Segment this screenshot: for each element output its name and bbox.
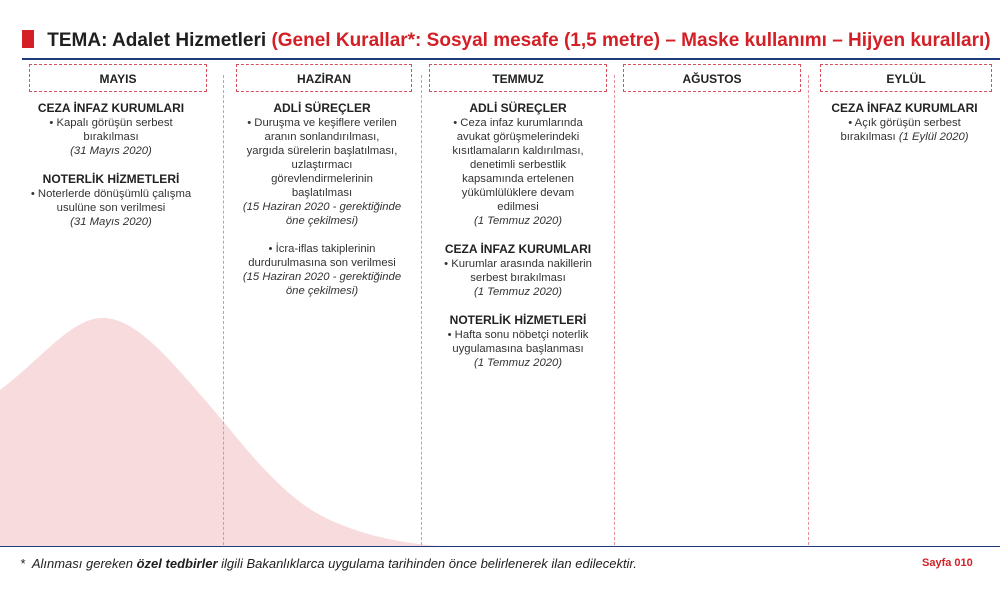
block-line: • Kapalı görüşün serbest: [49, 117, 173, 129]
event-block: [8, 172, 214, 229]
header-rule: [22, 58, 1000, 60]
block-line: avukat görüşmelerindeki: [456, 131, 580, 143]
block-line: uzlaştırmacı: [291, 159, 353, 171]
block-line: kısıtlamaların kaldırılması,: [452, 145, 584, 157]
column-divider: [614, 75, 615, 545]
page-title: TEMA: Adalet Hizmetleri: [47, 30, 267, 51]
block-line: yükümlülüklere devam: [461, 187, 575, 199]
block-line: görevlendirmelerinin: [271, 173, 373, 185]
event-block: [224, 242, 420, 298]
footer-rule: [0, 546, 1000, 547]
block-line: • Kurumlar arasında nakillerin: [444, 258, 592, 270]
event-block: [224, 101, 420, 228]
block-line: edilmesi: [497, 201, 539, 213]
block-heading: CEZA İNFAZ KURUMLARI: [831, 101, 978, 115]
column-temmuz: [422, 64, 614, 384]
block-date: (15 Haziran 2020 - gerektiğinde: [242, 201, 402, 213]
event-block: [8, 101, 214, 158]
page-subtitle: (Genel Kurallar*: Sosyal mesafe (1,5 metre) – Maske kullanımı – Hijyen kuralları): [271, 30, 991, 51]
block-line: bırakılması: [83, 131, 139, 143]
event-block: [422, 242, 614, 299]
block-date: (1 Temmuz 2020): [473, 357, 563, 369]
event-block: [809, 101, 1000, 144]
block-line: usulüne son verilmesi: [56, 202, 166, 214]
block-line: başlatılması: [291, 187, 353, 199]
block-line: uygulamasına başlanması: [452, 343, 584, 355]
block-line: denetimli serbestlik: [469, 159, 567, 171]
block-heading: NOTERLİK HİZMETLERİ: [449, 313, 587, 327]
block-line: serbest bırakılması: [470, 272, 566, 284]
footnote: [20, 556, 637, 571]
column-mayis: [8, 64, 214, 243]
block-line: • Hafta sonu nöbetçi noterlik: [447, 329, 589, 341]
event-block: [422, 101, 614, 228]
block-date: (1 Eylül 2020): [898, 131, 969, 143]
block-date: (1 Temmuz 2020): [473, 215, 563, 227]
block-date: öne çekilmesi): [285, 215, 359, 227]
page-header: [22, 26, 1000, 56]
block-heading: CEZA İNFAZ KURUMLARI: [444, 242, 592, 256]
footnote-text-post: ilgili Bakanlıklarca uygulama tarihinden önce belirlenerek ilan edilecektir.: [221, 556, 637, 571]
block-line: • İcra-iflas takiplerinin: [268, 243, 376, 255]
block-line: [809, 130, 1000, 144]
block-heading: ADLİ SÜREÇLER: [469, 101, 567, 115]
block-heading: NOTERLİK HİZMETLERİ: [42, 172, 180, 186]
column-eylul: [809, 64, 1000, 158]
block-line: • Duruşma ve keşiflere verilen: [247, 117, 397, 129]
block-date: öne çekilmesi): [285, 285, 359, 297]
footnote-star: *: [20, 556, 26, 571]
month-header: AĞUSTOS: [623, 64, 801, 92]
footnote-text-pre: Alınması gereken: [31, 556, 133, 571]
block-heading: ADLİ SÜREÇLER: [273, 101, 371, 115]
month-header: HAZİRAN: [236, 64, 412, 92]
block-line: • Açık görüşün serbest: [848, 117, 961, 129]
block-heading: CEZA İNFAZ KURUMLARI: [37, 101, 185, 115]
block-line: yargıda sürelerin başlatılması,: [246, 145, 398, 157]
block-date: (31 Mayıs 2020): [70, 145, 152, 157]
month-header: MAYIS: [29, 64, 207, 92]
block-date: (15 Haziran 2020 - gerektiğinde: [242, 271, 402, 283]
event-block: [422, 313, 614, 370]
block-line: durdurulmasına son verilmesi: [248, 257, 396, 269]
block-line: aranın sonlandırılması,: [264, 131, 380, 143]
footnote-bold: özel tedbirler: [136, 556, 218, 571]
block-line: • Ceza infaz kurumlarında: [453, 117, 583, 129]
block-line: • Noterlerde dönüşümlü çalışma: [30, 188, 192, 200]
column-agustos: [615, 64, 808, 92]
block-line: kapsamında ertelenen: [462, 173, 574, 185]
title-marker: [22, 30, 34, 48]
month-header: TEMMUZ: [429, 64, 607, 92]
page-number: Sayfa 010: [922, 557, 973, 569]
block-date: (31 Mayıs 2020): [70, 216, 152, 228]
column-haziran: [224, 64, 420, 312]
month-header: EYLÜL: [820, 64, 992, 92]
block-date: (1 Temmuz 2020): [473, 286, 563, 298]
block-line-text: bırakılması: [840, 131, 896, 143]
